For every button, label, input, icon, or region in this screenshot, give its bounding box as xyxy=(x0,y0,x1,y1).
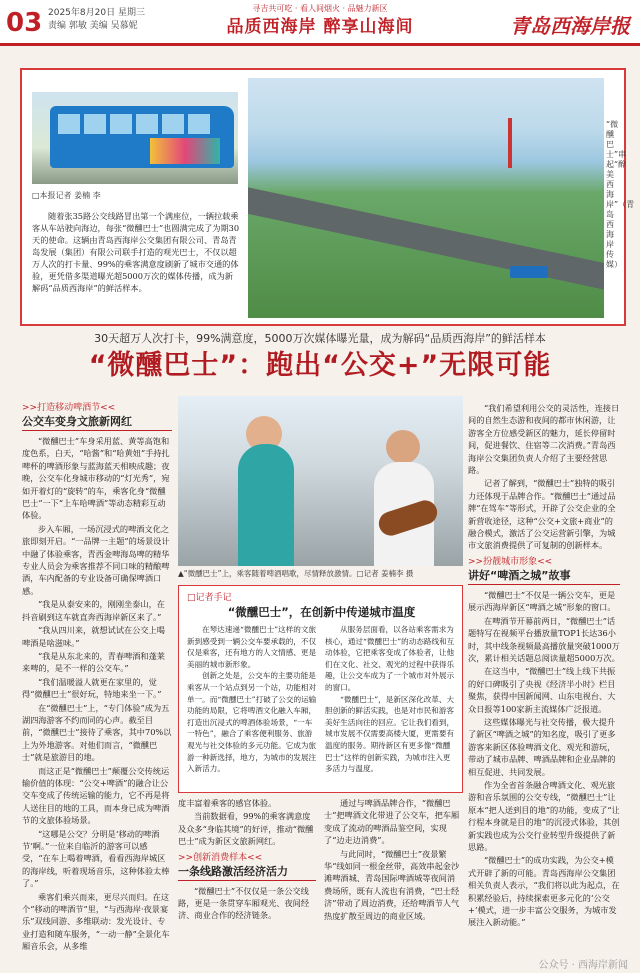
paragraph: 记者了解到，“微醺巴士”独特的吸引力还体现于品牌合作。“微醺巴士”通过品牌“在驾车”等形式，开辟了公交企业的全新营收途径，这种“公交+文旅+商业”的融合模式，激活了公交运营新引擎，为城市文旅消费提供了可复制的创新样本。 xyxy=(468,478,616,551)
notes-left-column xyxy=(187,624,318,788)
intro-text: 随着张35路公交线路冒出第一个满座位，一辆拉载乘客从车站驶向海边，每张“微醺巴士”也圆满完成了为期30天的使命。这辆由青岛西海岸公交集团有限公司、青岛青岛发展（集团）有限公司联手打造的观光巴士，不仅以超万人次的打卡量、99%的乘客满意度刷新了城市交通的体验，更凭借多渠道曝光超5000万次的媒体传播，成为新解码“品质西海岸”的鲜活样本。 xyxy=(32,211,240,293)
paragraph: “我们希望利用公交的灵活性，连接日间的自然生态游和夜间的都市休闲游，让游客全方位感受新区的魅力，延长停留时间，促进餐饮、住宿等二次消费。”青岛西海岸公交集团负责人介绍了主要经营思路。 xyxy=(468,403,620,476)
coast-bus-image xyxy=(510,266,548,278)
middle-column-1 xyxy=(178,797,316,967)
editors-line: 责编 郭敏 美编 吴慕妮 xyxy=(48,21,138,31)
notes-title: “微醺巴士”，在创新中传递城市温度 xyxy=(227,605,416,619)
article-headline: “微醺巴士”：跑出“公交+”无限可能 xyxy=(88,350,552,381)
left-column xyxy=(22,402,172,962)
notes-right-column xyxy=(325,624,456,788)
header-center xyxy=(190,3,450,39)
article-subtitle: 30天超万人次打卡，99%满意度，5000万次媒体曝光量，成为解码“品质西海岸”的鲜活样本 xyxy=(94,332,546,345)
paragraph: “这哪是公交？分明是‘移动的啤酒节’啊。”一位来自临沂的游客可以感受，“在车上喝着啤酒，看看西海岸城区的海岸线，听着现场音乐，这种体验太棒了。” xyxy=(22,828,170,889)
paragraph: “我是从东北来的，青春啤酒和蓬莱来啤的，是不一样的公交车。” xyxy=(22,650,165,674)
paragraph: 步入车厢，一场沉浸式的啤酒文化之旅即刻开启。“一品牌一主题”的场景设计中融了体验乘客，青西金啤海岛啤的精华专业人员会为乘客推荐不同口味的精酿啤酒，车内配备的专业设备可确保啤酒口感。 xyxy=(22,523,170,596)
section-tag: >>扮靓城市形象<< xyxy=(468,556,553,567)
section-tag: >>打造移动啤酒节<< xyxy=(22,403,116,413)
paragraph: 而这正是“微醺巴士”颠覆公交传统运输价值的体现：“公交+啤酒”的融合让公交车变成了传统运输的能力，它不再是将人送往目的地的工具，而本身已成为啤酒节的文旅体验场景。 xyxy=(22,765,170,826)
paragraph: 创新之处是，公交车的主要功能是乘客从一个站点到另一个站，功能相对单一。而“微醺巴士”打破了公交的运输功能的局限，它将啤酒文化融入车厢，打造出沉浸式的啤酒体验场景，“一车一特色”，融合了乘客便利服务、旅游观光与社交体验的多元功能。它成为旅游一种新选择，地方，为城市的发展注入新活力。 xyxy=(187,671,317,774)
photo-caption: ▲“微醺巴士”上，乘客随着啤酒唱歌，尽情释放激情。□记者 姜楠李 摄 xyxy=(178,569,414,578)
section-heading: 讲好“啤酒之城”故事 xyxy=(468,568,620,585)
page-number: 03 xyxy=(6,8,43,38)
paragraph: “微醺巴士”不仅是一辆公交车，更是展示西海岸新区“啤酒之城”形象的窗口。 xyxy=(468,589,616,613)
paragraph: 在啤酒节开幕前两日，“微醺巴士”话题特写在视频平台播放量TOP1长达36小时，其中线条视频最高播放量突破1000万次，累计相关话题总阅读量超5000万次。 xyxy=(468,615,620,663)
road-image xyxy=(248,185,604,298)
paragraph: 在“微醺巴士”上，“专门体验”成为五湖四海游客不约而同的心声。截至目前，“微醺巴士”接待了乘客，其中70%以上为外地游客。对他们而言，“微醺巴士”就是旅游目的地。 xyxy=(22,702,172,763)
reporter-notes-box xyxy=(178,585,463,793)
newspaper-brand: 青岛西海岸报 xyxy=(510,14,630,38)
paragraph: “微醺巴士”的成功实践，为公交+模式开辟了新的可能。青岛西海岸公交集团相关负责人表示，“我们将以此为起点，在积累经验后，持续探索更多元化的‘公交+’模式，进一步丰富公交服务，为城市发展注入新动能。” xyxy=(468,855,620,928)
section-heading: 一条线路激活经济活力 xyxy=(178,864,316,881)
paragraph: 通过与啤酒品牌合作，“微醺巴士”把啤酒文化带进了公交车，把车厢变成了流动的啤酒品鉴空间，实现了“边走边消费”。 xyxy=(324,798,460,846)
paragraph: 与此同时，“微醺巴士”夜景繁华“线如同一根金丝带，高效串起金沙滩啤酒城、青岛国际啤酒城等夜间消费场所，既有人流也有消费，“巴士经济”带动了周边消费，还给啤酒节人气热度扩散至周边的商业区域。 xyxy=(324,848,460,921)
header-meta xyxy=(48,7,145,33)
notes-tag: □记者手记 xyxy=(187,593,232,603)
photo-vertical-caption: “微醺巴士”串起“醉美西海岸”（青岛西海岸传媒） xyxy=(606,120,635,269)
paragraph: 乘客们乘兴而来，更尽兴而归。在这个“移动的啤酒节”里，“与西海岸·夜景宴乐”双线同游、多维联动：发光设计、专业打造和随车服务，“一动一静”全景化车厢音乐会，从多维 xyxy=(22,891,170,952)
guitarist-head xyxy=(386,430,420,464)
bus-image xyxy=(50,106,234,168)
paragraph: 这些媒体曝光与社交传播，极大提升了新区“啤酒之城”的知名度，吸引了更多游客来新区体验啤酒文化、观光和游玩，带动了城市品牌、啤酒品牌和企业品牌的相互促进、共同发展。 xyxy=(468,716,616,777)
right-column xyxy=(468,402,620,962)
paragraph: 度丰富着乘客的感官体验。 xyxy=(178,798,277,808)
paragraph: “我是从泰安来的，刚刚坐泰山，在抖音刷到这车就直奔西海岸新区来了。” xyxy=(22,599,165,622)
section-heading: 公交车变身文旅新网红 xyxy=(22,414,172,431)
paragraph: “微醺巴士”车身采用蓝、黄等高饱和度色系，白天，“哈酱”和“哈黄妞”手持扎啤杯的啤酒形象与蓝海蓝天相映成趣；夜晚，公交车化身城市移动的“灯光秀”，宛如开着灯的“旋转”的车，乘客化身“微醺巴士”一下“上车哈啤酒”等动态精彩互动体验。 xyxy=(22,436,170,521)
paragraph: 从服务层面看，以各站乘客需求为核心，通过“微醺巴士”的动态路线和互动体验，它把乘客变成了体验者，让他们在文化、社交、观光的过程中获得乐趣，让公交车成为了一个城市对外展示的窗口。 xyxy=(325,625,455,692)
bus-photo xyxy=(32,92,238,184)
section-title: 品质西海岸 醉享山海间 xyxy=(226,17,414,37)
date-line: 2025年8月20日 星期三 xyxy=(48,8,145,18)
watermark: 公众号 · 西海岸新闻 xyxy=(538,960,628,971)
photo-credit: □本报记者 姜楠 李 xyxy=(32,191,101,200)
header-slogan: 寻吉共可吃 · 看人间烟火 · 品魅力新区 xyxy=(252,4,388,13)
paragraph: 在琴达速递“微醺巴士”这样的文旅新到感受到一辆公交车要承载的，不仅仅是乘客，还有地方的人文情感、更是美丽的城市新形象。 xyxy=(187,625,317,669)
top-photo-box xyxy=(20,68,635,326)
paragraph: 在这当中，“微醺巴士”线上线下共振的好口碑吸引了央视《经济半小时》栏目聚焦，获得中国新闻网、山东电视台、大众日报等100家新主流媒体广泛报道。 xyxy=(468,666,616,714)
center-photo xyxy=(178,396,463,566)
paragraph: “微醺巴士”不仅仅是一条公交线路，更是一条贯穿车厢观光、夜间经济、商业合作的经济链条。 xyxy=(178,885,310,921)
singer-figure xyxy=(238,444,294,566)
coast-photo xyxy=(248,78,604,318)
paragraph: “微醺巴士”，是新区深化改革、大胆创新的鲜活实践，也是对市民和游客美好生活向往的回应。它让我们看到，城市发展不仅需要高楼大厦，更需要有温度的服务。期待新区有更多像“微醺巴士”这样的创新实践，为城市注入更多活力与温度。 xyxy=(325,694,455,774)
paragraph: 作为全省首条融合啤酒文化、观光旅游和音乐氛围的公交专线，“微醺巴士”让原本“把人送到目的地”的功能，变成了“让行程本身就是目的地”的沉浸式体验，其创新实践也成为公交行业转型升级提供了新思路。 xyxy=(468,779,620,852)
tower-image xyxy=(508,118,512,168)
page-header xyxy=(0,0,640,46)
middle-column-2 xyxy=(324,797,463,967)
paragraph: “我们温暖溢人就更在家里的，觉得“微醺巴士”很好玩，特地来坐一下。” xyxy=(22,676,162,700)
paragraph: “我从四川来，就想试试在公交上喝啤酒是啥滋味。” xyxy=(22,625,165,648)
section-tag: >>创新消费样本<< xyxy=(178,852,263,863)
paragraph: 当前数据看，99%的乘客满意度及众多“身临其境”的好评，推动“微醺巴士”成为新区文旅新网红。 xyxy=(178,811,314,847)
